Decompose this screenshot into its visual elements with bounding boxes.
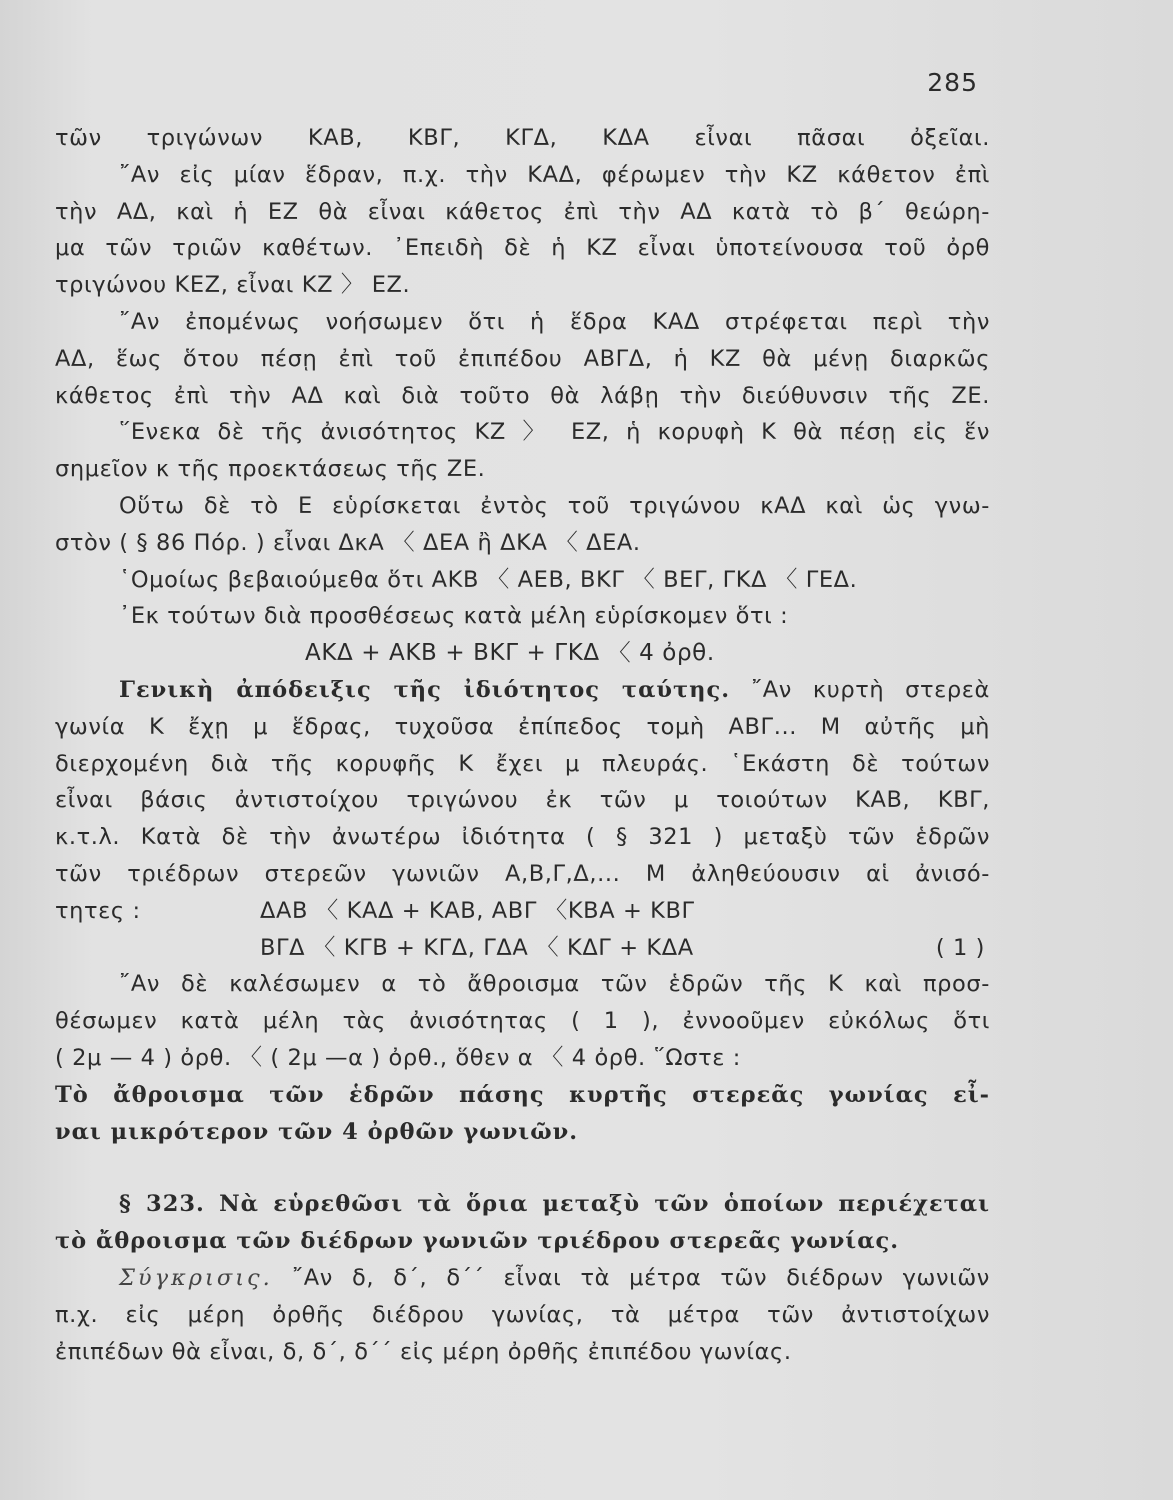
- italic-label: Σύγκρισις.: [119, 1264, 273, 1291]
- text-line: ῞Ενεκα δὲ τῆς ἀνισότητος ΚΖ 〉 ΕΖ, ἡ κορυφὴ Κ θὰ πέσῃ εἰς ἕν: [119, 419, 990, 446]
- text-line: θέσωμεν κατὰ μέλη τὰς ἀνισότητας ( 1 ), ἐννοοῦμεν εὐκόλως ὅτι: [55, 1008, 990, 1035]
- text-line: στὸν ( § 86 Πόρ. ) εἶναι ΔκΑ 〈 ΔΕΑ ἢ ΔΚΑ 〈 ΔΕΑ.: [55, 529, 641, 556]
- text-fragment: τητες :: [55, 897, 141, 924]
- text-line: τὴν ΑΔ, καὶ ἡ ΕΖ θὰ εἶναι κάθετος ἐπὶ τὴν ΑΔ κατὰ τὸ β΄ θεώρη-: [55, 198, 990, 225]
- text-line: κ.τ.λ. Κατὰ δὲ τὴν ἀνωτέρω ἰδιότητα ( § 321 ) μεταξὺ τῶν ἑδρῶν: [55, 824, 990, 851]
- equation-row: [55, 893, 990, 930]
- page-number: 285: [927, 68, 978, 97]
- text-line: κάθετος ἐπὶ τὴν ΑΔ καὶ διὰ τοῦτο θὰ λάβῃ τὴν διεύθυνσιν τῆς ΖΕ.: [55, 382, 990, 409]
- text-line: εἶναι βάσις ἀντιστοίχου τριγώνου ἐκ τῶν μ τοιούτων ΚΑΒ, ΚΒΓ,: [55, 787, 990, 814]
- bold-statement: Τὸ ἄθροισμα τῶν ἑδρῶν πάσης κυρτῆς στερεᾶς γωνίας εἶ-: [55, 1081, 990, 1108]
- text-line: [55, 1260, 990, 1297]
- text-line: μα τῶν τριῶν καθέτων. ᾽Επειδὴ δὲ ἡ ΚΖ εἶναι ὑποτείνουσα τοῦ ὀρθ: [55, 235, 990, 262]
- spacer: [55, 930, 260, 967]
- text-line: ῎Αν ἐπομένως νοήσωμεν ὅτι ἡ ἕδρα ΚΑΔ στρέφεται περὶ τὴν: [119, 308, 990, 335]
- equation: ΔΑΒ 〈 ΚΑΔ + ΚΑΒ, ΑΒΓ 〈ΚΒΑ + ΚΒΓ: [260, 897, 695, 924]
- text-line: ῾Ομοίως βεβαιούμεθα ὅτι ΑΚΒ 〈 ΑΕΒ, ΒΚΓ 〈 ΒΕΓ, ΓΚΔ 〈 ΓΕΔ.: [119, 566, 858, 593]
- text-line: π.χ. εἰς μέρη ὀρθῆς διέδρου γωνίας, τὰ μέτρα τῶν ἀντιστοίχων: [55, 1301, 990, 1328]
- page-body: [55, 120, 990, 1370]
- text-line: τῶν τριέδρων στερεῶν γωνιῶν Α,Β,Γ,Δ,... Μ ἀληθεύουσιν αἱ ἀνισό-: [55, 860, 990, 887]
- section-heading: τὸ ἄθροισμα τῶν διέδρων γωνιῶν τριέδρου στερεᾶς γωνίας.: [55, 1228, 900, 1255]
- text-line: ΑΔ, ἕως ὅτου πέσῃ ἐπὶ τοῦ ἐπιπέδου ΑΒΓΔ, ἡ ΚΖ θὰ μένῃ διαρκῶς: [55, 345, 990, 372]
- section-heading: § 323. Νὰ εὑρεθῶσι τὰ ὅρια μεταξὺ τῶν ὁποίων περιέχεται: [119, 1191, 990, 1218]
- text-line: γωνία Κ ἔχῃ μ ἕδρας, τυχοῦσα ἐπίπεδος τομὴ ΑΒΓ... Μ αὐτῆς μὴ: [55, 713, 990, 740]
- text-line: ( 2μ — 4 ) ὀρθ. 〈 ( 2μ —α ) ὀρθ., ὅθεν α 〈 4 ὀρθ. ῞Ωστε :: [55, 1044, 741, 1071]
- equation-line: ΑΚΔ + ΑΚΒ + ΒΚΓ + ΓΚΔ 〈 4 ὀρθ.: [305, 640, 715, 667]
- text-line: ἐπιπέδων θὰ εἶναι, δ, δ΄, δ΄΄ εἰς μέρη ὀρθῆς ἐπιπέδου γωνίας.: [55, 1338, 792, 1365]
- equation-number: ( 1 ): [935, 934, 985, 961]
- text-line: ᾽Εκ τούτων διὰ προσθέσεως κατὰ μέλη εὑρίσκομεν ὅτι :: [119, 603, 789, 630]
- text-fragment: ῎Αν κυρτὴ στερεὰ: [750, 676, 990, 703]
- bold-statement: ναι μικρότερον τῶν 4 ὀρθῶν γωνιῶν.: [55, 1118, 579, 1145]
- text-line: Οὕτω δὲ τὸ Ε εὑρίσκεται ἐντὸς τοῦ τριγώνου κΑΔ καὶ ὡς γνω-: [119, 492, 990, 519]
- text-line: [55, 672, 990, 709]
- text-line: ῎Αν εἰς μίαν ἕδραν, π.χ. τὴν ΚΑΔ, φέρωμεν τὴν ΚΖ κάθετον ἐπὶ: [119, 161, 990, 188]
- text-line: διερχομένη διὰ τῆς κορυφῆς Κ ἔχει μ πλευράς. ῾Εκάστη δὲ τούτων: [55, 750, 990, 777]
- text-line: τριγώνου ΚΕΖ, εἶναι ΚΖ 〉 ΕΖ.: [55, 272, 411, 299]
- text-fragment: ῎Αν δ, δ΄, δ΄΄ εἶναι τὰ μέτρα τῶν διέδρων γωνιῶν: [291, 1264, 990, 1291]
- equation-row: [55, 930, 990, 967]
- text-line: τῶν τριγώνων ΚΑΒ, ΚΒΓ, ΚΓΔ, ΚΔΑ εἶναι πᾶσαι ὀξεῖαι.: [55, 125, 990, 151]
- text-line: σημεῖον κ τῆς προεκτάσεως τῆς ΖΕ.: [55, 456, 486, 483]
- bold-heading: Γενικὴ ἀπόδειξις τῆς ἰδιότητος ταύτης.: [119, 676, 731, 703]
- text-line: ῎Αν δὲ καλέσωμεν α τὸ ἄθροισμα τῶν ἑδρῶν τῆς Κ καὶ προσ-: [119, 971, 990, 998]
- spacer: [55, 1150, 990, 1186]
- equation: ΒΓΔ 〈 ΚΓΒ + ΚΓΔ, ΓΔΑ 〈 ΚΔΓ + ΚΔΑ: [260, 934, 694, 961]
